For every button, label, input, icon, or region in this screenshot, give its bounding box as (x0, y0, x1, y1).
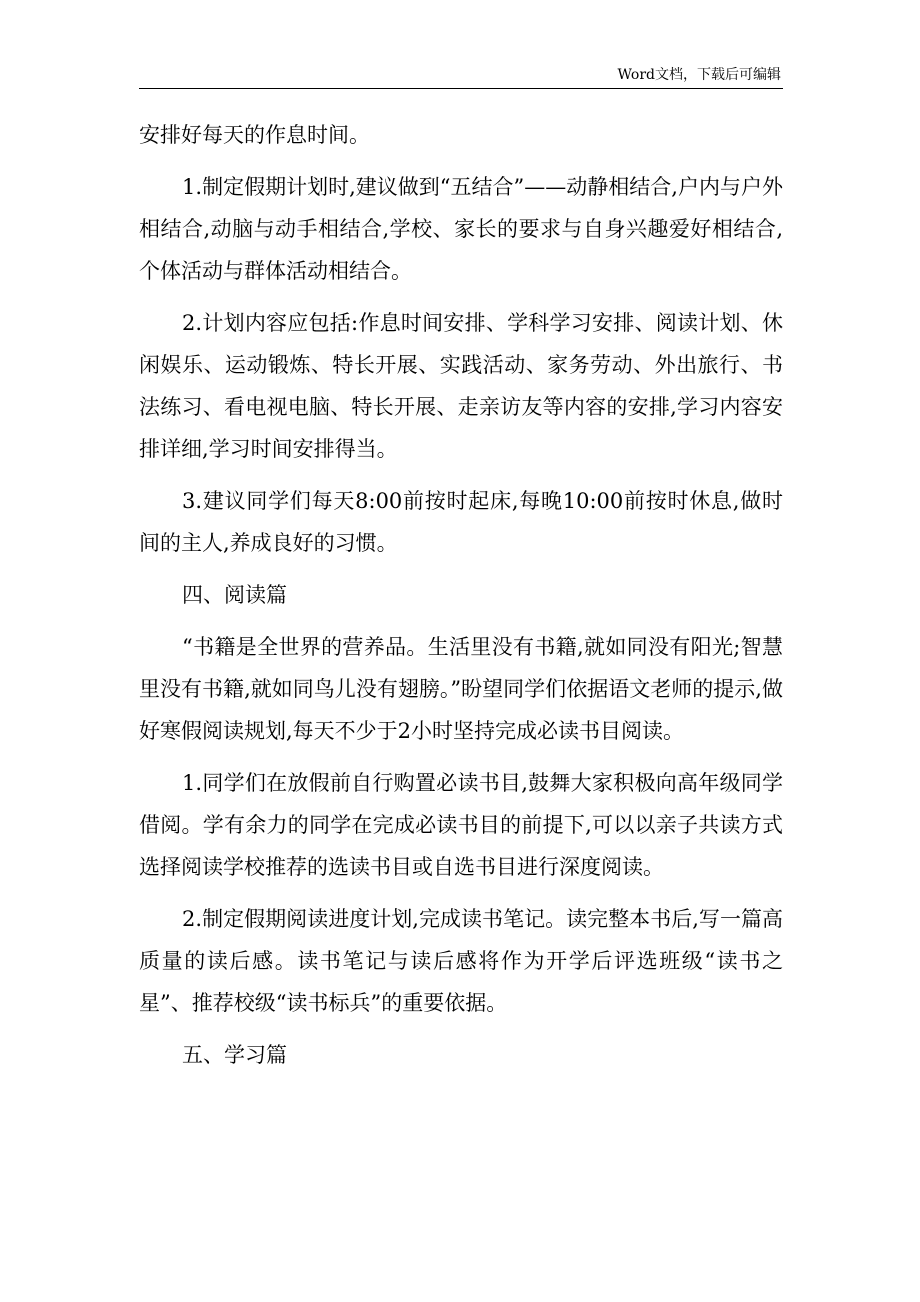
paragraph-reading-item-2: 2.制定假期阅读进度计划,完成读书笔记。读完整本书后,写一篇高质量的读后感。读书笔记与读后感将作为开学后评选班级“读书之星”、推荐校级“读书标兵”的重要依据。 (139, 907, 783, 1015)
section-heading-study: 五、学习篇 (182, 1043, 288, 1067)
document-body (139, 114, 783, 1076)
section-heading-reading: 四、阅读篇 (182, 583, 288, 607)
paragraph-continuation: 安排好每天的作息时间。 (139, 123, 370, 147)
page-header (139, 64, 783, 89)
paragraph-reading-intro: “书籍是全世界的营养品。生活里没有书籍,就如同没有阳光;智慧里没有书籍,就如同鸟儿没有翅膀。”盼望同学们依据语文老师的提示,做好寒假阅读规划,每天不少于2小时坚持完成必读书目阅读。 (139, 635, 783, 743)
paragraph-reading-item-1: 1.同学们在放假前自行购置必读书目,鼓舞大家积极向高年级同学借阅。学有余力的同学在完成必读书目的前提下,可以以亲子共读方式选择阅读学校推荐的选读书目或自选书目进行深度阅读。 (139, 771, 783, 879)
header-text: Word文档，下载后可编辑 (617, 67, 781, 83)
paragraph-item-2: 2.计划内容应包括:作息时间安排、学科学习安排、阅读计划、休闲娱乐、运动锻炼、特长开展、实践活动、家务劳动、外出旅行、书法练习、看电视电脑、特长开展、走亲访友等内容的安排,学习内容安排详细,学习时间安排得当。 (139, 311, 783, 461)
paragraph-item-3: 3.建议同学们每天8:00前按时起床,每晚10:00前按时休息,做时间的主人,养成良好的习惯。 (139, 489, 783, 555)
paragraph-item-1: 1.制定假期计划时,建议做到“五结合”——动静相结合,户内与户外相结合,动脑与动手相结合,学校、家长的要求与自身兴趣爱好相结合,个体活动与群体活动相结合。 (139, 175, 783, 283)
